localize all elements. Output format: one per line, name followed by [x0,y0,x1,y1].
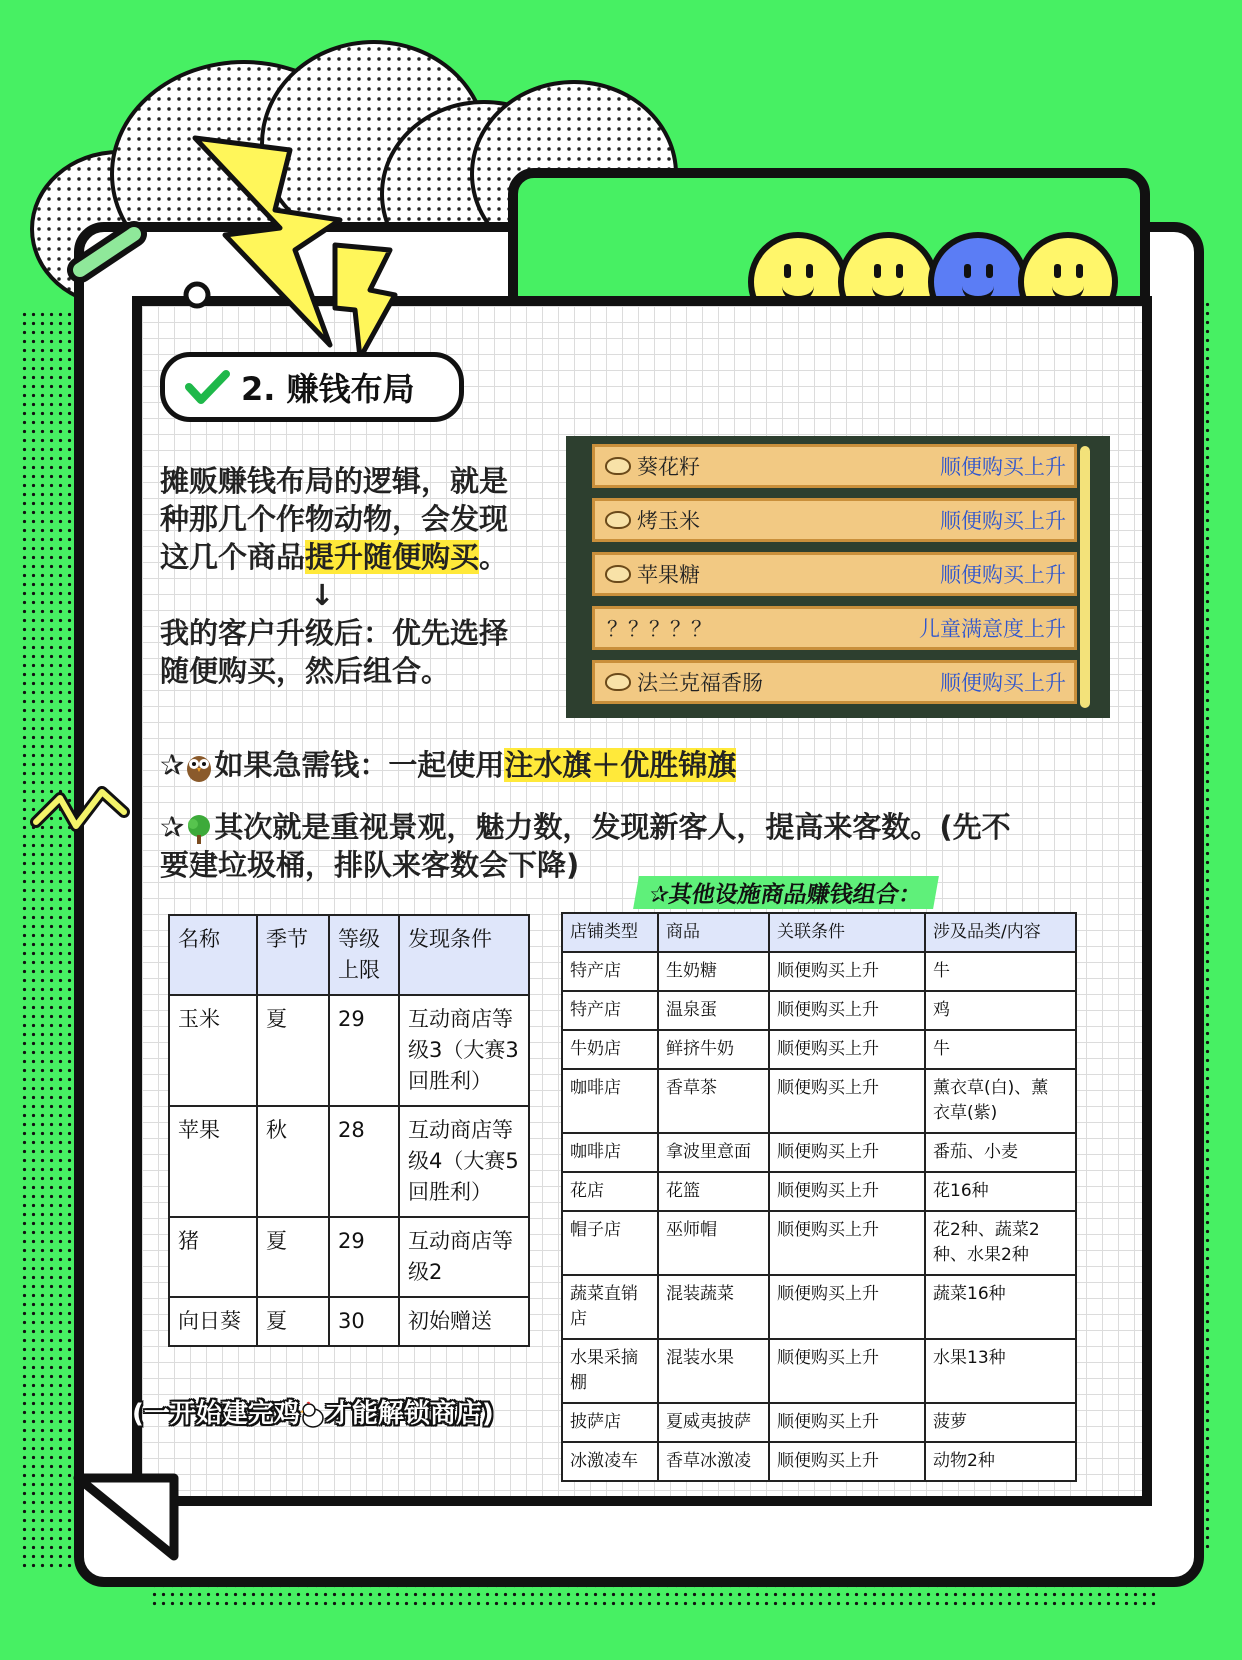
intro-line: 这几个商品提升随便购买。 [160,540,509,574]
facility-table [561,912,1077,1482]
table-row: 花店 花篮 顺便购买上升 花16种 [562,1172,1076,1211]
table-row: 牛奶店 鲜挤牛奶 顺便购买上升 牛 [562,1030,1076,1069]
table-header-cell: 商品 [658,913,769,952]
table-row: 冰激凌车 香草冰激凌 顺便购买上升 动物2种 [562,1442,1076,1481]
table-row: 咖啡店 香草茶 顺便购买上升 薰衣草(白)、薰 衣草(紫) [562,1069,1076,1133]
table-header-cell: 店铺类型 [562,913,658,952]
intro-paragraph [160,462,508,690]
table-row: 向日葵 夏 30 初始赠送 [169,1297,529,1346]
owl-icon [184,751,214,783]
highlight-text: 提升随便购买 [305,540,480,574]
table-row: 蔬菜直销 店 混装蔬菜 顺便购买上升 蔬菜16种 [562,1275,1076,1339]
food-icon [605,511,631,529]
game-item-list [566,436,1110,718]
table-row: 特产店 生奶糖 顺便购买上升 牛 [562,952,1076,991]
game-item-row: 烤玉米 顺便购买上升 [592,498,1077,542]
pill-decoration [62,218,152,288]
zigzag-decoration [30,782,130,842]
table-row: 苹果 秋 28 互动商店等 级4（大赛5 回胜利） [169,1106,529,1217]
table-header-cell: 名称 [169,915,257,995]
intro-line: 摊贩赚钱布局的逻辑，就是 [160,464,509,498]
food-icon [605,457,631,475]
table-row: 特产店 温泉蛋 顺便购买上升 鸡 [562,991,1076,1030]
section-title-text: 2. 赚钱布局 [241,370,415,408]
highlight-text: 注水旗＋优胜锦旗 [504,748,737,782]
crop-table [168,914,530,1347]
subtitle: ✰其他设施商品赚钱组合： [633,876,939,909]
game-item-row: 苹果糖 顺便购买上升 [592,552,1077,596]
game-item-row: ？？？？？ 儿童满意度上升 [592,606,1077,650]
game-item-row: 葵花籽 顺便购买上升 [592,444,1077,488]
table-row: 玉米 夏 29 互动商店等 级3（大赛3 回胜利） [169,995,529,1106]
checkmark-icon [183,367,231,407]
table-row: 猪 夏 29 互动商店等 级2 [169,1217,529,1297]
scroll-rail [1080,446,1090,708]
chicken-icon [300,1401,326,1429]
table-header-row [562,913,1076,952]
section-title [160,352,464,422]
food-icon [605,673,631,691]
intro-line: 我的客户升级后：优先选择 [160,616,509,650]
table-row: 咖啡店 拿波里意面 顺便购买上升 番茄、小麦 [562,1133,1076,1172]
intro-line: 随便购买，然后组合。 [160,654,451,688]
lightning-bolt-icon [185,130,405,360]
table-row: 披萨店 夏威夷披萨 顺便购买上升 菠萝 [562,1403,1076,1442]
table-header-cell: 发现条件 [399,915,529,995]
table-header-cell: 等级 上限 [329,915,399,995]
tree-icon [184,813,214,845]
unlock-note: (一开始建完鸡 才能解锁商店) [132,1399,494,1429]
folded-corner [70,1472,180,1562]
table-row: 水果采摘 棚 混装水果 顺便购买上升 水果13种 [562,1339,1076,1403]
tip-scenery: ✰ 其次就是重视景观，魅力数，发现新客人，提高来客数。(先不 要建垃圾桶，排队来客数会下降) [160,810,1011,882]
table-row: 帽子店 巫师帽 顺便购买上升 花2种、蔬菜2 种、水果2种 [562,1211,1076,1275]
table-header-row [169,915,529,995]
table-header-cell: 季节 [257,915,329,995]
table-header-cell: 关联条件 [769,913,925,952]
intro-line: 种那几个作物动物，会发现 [160,502,509,536]
halftone-bg-left [20,310,80,1570]
tip-money: ✰ 如果急需钱：一起使用注水旗＋优胜锦旗 [160,748,737,782]
food-icon [605,565,631,583]
down-arrow: ↓ [310,578,335,612]
table-header-cell: 涉及品类/内容 [925,913,1076,952]
game-item-row: 法兰克福香肠 顺便购买上升 [592,660,1077,704]
